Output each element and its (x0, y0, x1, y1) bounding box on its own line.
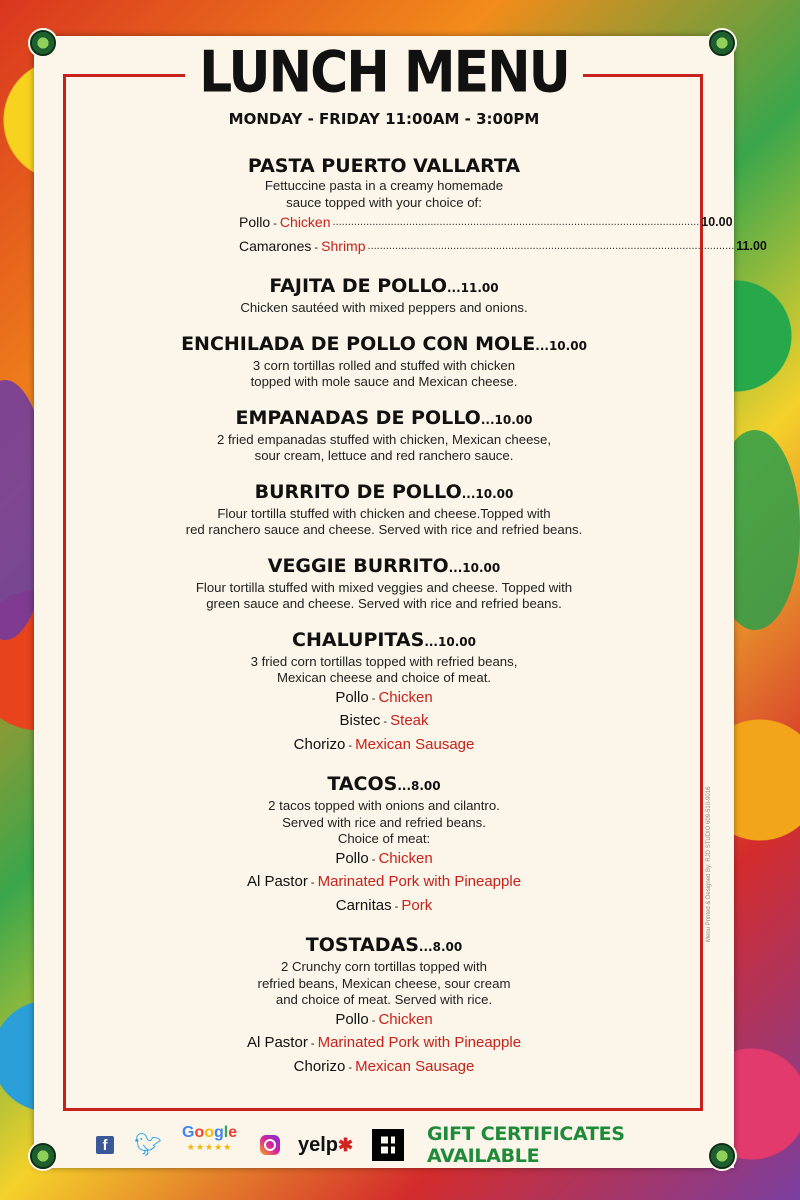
item-title: FAJITA DE POLLO (269, 275, 447, 297)
item-description: Mexican cheese and choice of meat. (276, 670, 492, 685)
option-spanish: Chorizo (293, 735, 346, 753)
item-name (34, 332, 734, 358)
corner-ornament-icon (707, 1141, 737, 1171)
item-price: ...11.00 (446, 281, 499, 295)
item-description: sauce topped with your choice of: (286, 194, 482, 210)
option-english: Pork (401, 896, 433, 914)
option-spanish: Pollo (335, 849, 369, 867)
menu-panel (34, 36, 767, 1168)
item-name (34, 480, 734, 506)
hours-line: MONDAY - FRIDAY 11:00AM - 3:00PM (228, 110, 540, 128)
item-price: ...10.00 (480, 412, 533, 427)
item-title: BURRITO DE POLLO (254, 480, 462, 503)
menu-item (34, 628, 734, 758)
item-description: Fettuccine pasta in a creamy homemade (264, 178, 504, 193)
item-description: Served with rice and refried beans. (282, 814, 486, 830)
menu-item (34, 480, 734, 539)
item-title: VEGGIE BURRITO (267, 554, 449, 577)
option-english: Chicken (279, 214, 331, 230)
item-title: TACOS (327, 773, 398, 795)
item-description: 2 tacos topped with onions and cilantro. (268, 798, 500, 813)
option-english: Marinated Pork with Pineapple (317, 1034, 522, 1051)
menu-item (34, 154, 767, 259)
menu-item (34, 554, 734, 613)
item-description: Choice of meat: (337, 831, 431, 846)
option-spanish: Camarones (239, 238, 312, 254)
gift-certificates-label: GIFT CERTIFICATES AVAILABLE (427, 1123, 625, 1167)
option-price: 10.00 (701, 215, 733, 229)
leader-dots: ........................................................................................................................ (367, 240, 735, 252)
option-english: Steak (390, 712, 429, 729)
instagram-icon[interactable] (260, 1135, 280, 1155)
item-title: EMPANADAS DE POLLO (235, 406, 481, 429)
item-name (34, 554, 734, 580)
menu-item (34, 406, 734, 465)
item-description: 2 Crunchy corn tortillas topped with (281, 959, 487, 974)
designer-credit: Menu Printed & Designed By: RJD STUDIO 609-510-9016 (706, 786, 712, 942)
meat-option: Pollo - Chicken (335, 1010, 433, 1028)
item-description: Chicken sautéed with mixed peppers and onions. (240, 300, 528, 315)
meat-option: Bistec - Steak (339, 712, 429, 729)
option-spanish: Al Pastor (246, 1034, 308, 1051)
leader-dots: ........................................................................................................................ (332, 216, 700, 228)
item-title: TOSTADAS (305, 934, 419, 956)
option-english: Chicken (378, 688, 433, 706)
option-spanish: Chorizo (293, 1057, 346, 1075)
item-price: ...10.00 (535, 338, 587, 353)
item-description: and choice of meat. Served with rice. (275, 992, 493, 1007)
option-spanish: Bistec (339, 712, 381, 729)
twitter-icon[interactable]: 🐦︎ (134, 1132, 162, 1157)
item-title: PASTA PUERTO VALLARTA (247, 155, 521, 177)
option-english: Mexican Sausage (355, 735, 475, 753)
item-description: green sauce and cheese. Served with rice and refried beans. (206, 596, 562, 611)
corner-ornament-icon (28, 28, 58, 58)
meat-option: Pollo - Chicken (335, 688, 433, 706)
item-description: Flour tortilla stuffed with chicken and cheese.Topped with (217, 505, 551, 521)
item-title: CHALUPITAS (292, 628, 425, 651)
footer-bar (34, 1123, 734, 1167)
yelp-wordmark: yelp (298, 1133, 339, 1156)
priced-option: Camarones - Shrimp ........................................................................................................................ 11.00 (239, 235, 529, 259)
option-spanish: Pollo (239, 214, 271, 230)
meat-option: Al Pastor - Marinated Pork with Pineapple (246, 1034, 522, 1051)
option-price: 11.00 (736, 239, 767, 253)
menu-item (34, 772, 734, 918)
option-spanish: Carnitas (335, 896, 392, 914)
item-name (34, 933, 734, 959)
menu-items (34, 154, 767, 1094)
option-english: Marinated Pork with Pineapple (317, 873, 522, 890)
page-title: LUNCH MENU (185, 41, 583, 105)
facebook-icon[interactable]: f (96, 1136, 114, 1154)
option-spanish: Pollo (335, 1010, 369, 1028)
qr-code-icon[interactable] (372, 1129, 404, 1161)
meat-option: Chorizo - Mexican Sausage (293, 735, 475, 753)
item-description: topped with mole sauce and Mexican cheese. (250, 374, 518, 389)
item-description: sour cream, lettuce and red ranchero sauce. (254, 448, 514, 463)
yelp-icon[interactable]: yelp ✱ (298, 1133, 354, 1156)
item-description: red ranchero sauce and cheese. Served with rice and refried beans. (185, 522, 583, 537)
item-price: ...10.00 (461, 486, 514, 501)
rating-stars: ★★★★★ (186, 1142, 233, 1152)
item-price: ...10.00 (424, 634, 476, 649)
item-title: ENCHILADA DE POLLO CON MOLE (181, 332, 536, 355)
item-name (34, 406, 734, 432)
corner-ornament-icon (28, 1141, 58, 1171)
google-reviews-icon[interactable] (182, 1126, 237, 1154)
item-name (34, 772, 734, 798)
item-description: 3 corn tortillas rolled and stuffed with chicken (252, 357, 516, 373)
item-price: ...10.00 (448, 560, 501, 575)
option-english: Mexican Sausage (355, 1057, 475, 1075)
google-wordmark: Google (182, 1124, 238, 1141)
option-english: Chicken (378, 1010, 433, 1028)
item-price: ...8.00 (397, 779, 441, 793)
priced-option: Pollo - Chicken ........................................................................................................................ 10.00 (239, 211, 529, 235)
item-name (34, 628, 734, 654)
item-description: refried beans, Mexican cheese, sour cream (257, 975, 511, 991)
meat-option: Carnitas - Pork (335, 896, 433, 914)
meat-option: Al Pastor - Marinated Pork with Pineapple (246, 873, 522, 890)
item-name (34, 274, 734, 300)
item-name (34, 154, 734, 178)
menu-item (34, 933, 734, 1079)
option-spanish: Pollo (335, 688, 369, 706)
option-english: Chicken (378, 849, 433, 867)
item-description: Flour tortilla stuffed with mixed veggies and cheese. Topped with (195, 579, 573, 595)
item-description: 3 fried corn tortillas topped with refried beans, (250, 653, 518, 669)
meat-option: Chorizo - Mexican Sausage (293, 1057, 475, 1075)
menu-item (34, 332, 734, 391)
option-spanish: Al Pastor (246, 873, 308, 890)
title-wrap (34, 40, 734, 106)
item-description: 2 fried empanadas stuffed with chicken, Mexican cheese, (216, 431, 552, 447)
item-price: ...8.00 (418, 940, 463, 954)
corner-ornament-icon (707, 28, 737, 58)
meat-option: Pollo - Chicken (335, 849, 433, 867)
menu-item (34, 274, 734, 317)
option-english: Shrimp (321, 238, 366, 254)
